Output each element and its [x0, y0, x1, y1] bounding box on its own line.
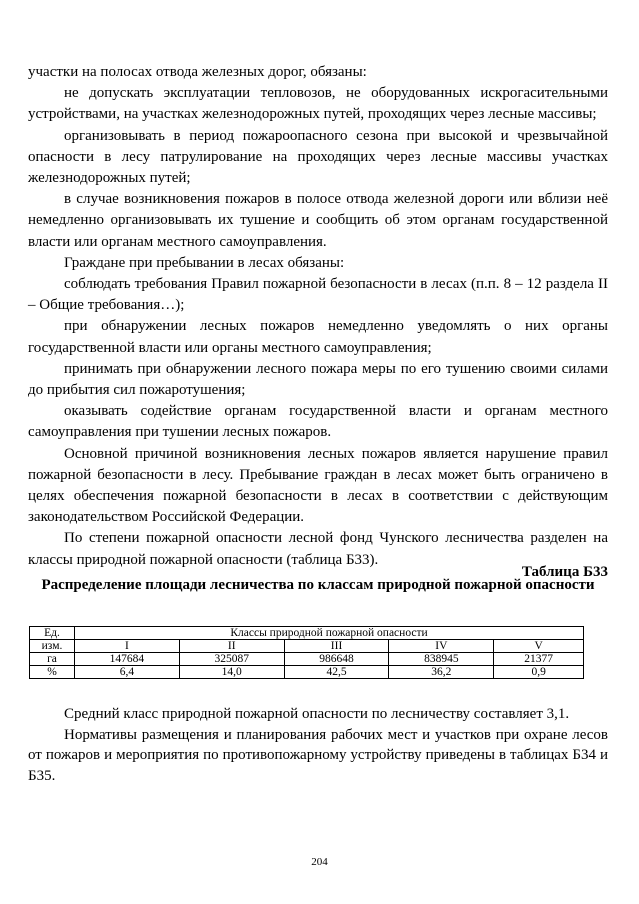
- paragraph: оказывать содействие органам государственной власти и органам местного самоуправления при тушении лесных пожаров.: [28, 403, 608, 441]
- value-cell: 36,2: [389, 666, 494, 679]
- unit-header-cell: Ед.: [30, 627, 75, 640]
- table-header-row: [30, 640, 584, 653]
- value-cell: 14,0: [179, 666, 284, 679]
- table-title: Распределение площади лесничества по классам природной пожарной опасности: [41, 577, 595, 593]
- class-header-cell: III: [284, 640, 389, 653]
- table-label: Таблица Б33: [521, 564, 608, 580]
- group-header-cell: Классы природной пожарной опасности: [75, 627, 584, 640]
- body-text: [28, 62, 608, 571]
- value-cell: 0,9: [494, 666, 584, 679]
- paragraph: не допускать эксплуатации тепловозов, не оборудованных искрогасительными устройствами, на участках железнодорожных путей, проходящих через лесные массивы;: [28, 85, 608, 123]
- table-row: [30, 653, 584, 666]
- paragraph: Основной причиной возникновения лесных пожаров является нарушение правил пожарной безопасности в лесу. Пребывание граждан в лесах может быть ограничено в целях обеспечения пожарной безопасности в лесах в соответствии с действующим законодательством Российской Федерации.: [28, 445, 608, 526]
- class-header-cell: IV: [389, 640, 494, 653]
- class-header-cell: V: [494, 640, 584, 653]
- after-table-text: [28, 704, 608, 786]
- class-header-cell: II: [179, 640, 284, 653]
- paragraph: организовывать в период пожароопасного сезона при высокой и чрезвычайной опасности в лесу патрулирование на проходящих через лесные массивы участках железнодорожных путей;: [28, 127, 608, 187]
- paragraph: участки на полосах отвода железных дорог, обязаны:: [28, 64, 367, 80]
- value-cell: 986648: [284, 653, 389, 666]
- paragraph: при обнаружении лесных пожаров немедленно уведомлять о них органы государственной власти или органы местного самоуправления;: [28, 318, 608, 356]
- value-cell: 21377: [494, 653, 584, 666]
- paragraph: в случае возникновения пожаров в полосе отвода железной дороги или вблизи неё немедленно организовывать их тушение и сообщить об этом органам государственной власти или органам местного самоуправления.: [28, 191, 608, 250]
- class-header-cell: I: [75, 640, 180, 653]
- paragraph: Нормативы размещения и планирования рабочих мест и участков при охране лесов от пожаров и мероприятия по противопожарному устройству приведены в таблицах Б34 и Б35.: [28, 726, 608, 784]
- paragraph: соблюдать требования Правил пожарной безопасности в лесах (п.п. 8 – 12 раздела II – Общие требования…);: [28, 276, 608, 314]
- value-cell: 42,5: [284, 666, 389, 679]
- unit-header-cell: изм.: [30, 640, 75, 653]
- paragraph: принимать при обнаружении лесного пожара меры по его тушению своими силами до прибытия сил пожаротушения;: [28, 360, 608, 399]
- value-cell: 6,4: [75, 666, 180, 679]
- value-cell: 325087: [179, 653, 284, 666]
- unit-cell: %: [30, 666, 75, 679]
- paragraph: По степени пожарной опасности лесной фонд Чунского лесничества разделен на классы природной пожарной опасности (таблица Б33).: [28, 530, 608, 568]
- value-cell: 147684: [75, 653, 180, 666]
- value-cell: 838945: [389, 653, 494, 666]
- table-header-row: [30, 627, 584, 640]
- paragraph: Средний класс природной пожарной опасности по лесничеству составляет 3,1.: [64, 706, 570, 722]
- page-number: 204: [311, 856, 328, 868]
- unit-cell: га: [30, 653, 75, 666]
- fire-danger-table: [29, 626, 584, 679]
- table-row: [30, 666, 584, 679]
- paragraph: Граждане при пребывании в лесах обязаны:: [64, 254, 345, 271]
